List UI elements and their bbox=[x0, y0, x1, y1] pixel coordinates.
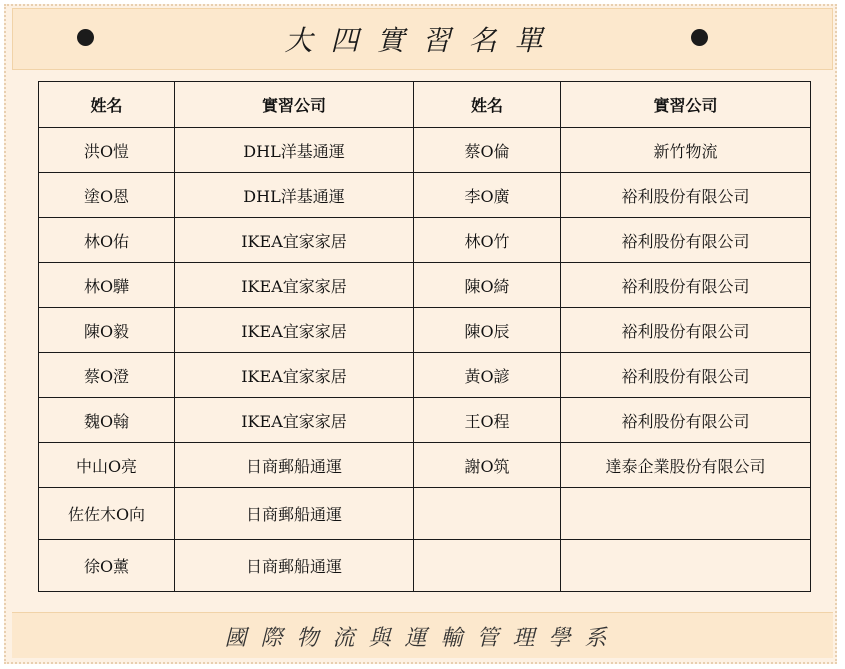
department-name: 國際物流與運輸管理學系 bbox=[224, 626, 621, 651]
table-row bbox=[39, 353, 811, 398]
cell-company: IKEA宜家家居 bbox=[175, 263, 414, 308]
cell-name: 林O佑 bbox=[39, 218, 175, 263]
cell-company: 裕利股份有限公司 bbox=[561, 398, 811, 443]
cell-name: 陳O綺 bbox=[414, 263, 561, 308]
cell-name: 魏O翰 bbox=[39, 398, 175, 443]
header-name-1: 姓名 bbox=[39, 82, 175, 128]
cell-company: 裕利股份有限公司 bbox=[561, 218, 811, 263]
cell-name: 李O廣 bbox=[414, 173, 561, 218]
cell-name: 陳O辰 bbox=[414, 308, 561, 353]
table-row bbox=[39, 218, 811, 263]
cell-name: 塗O恩 bbox=[39, 173, 175, 218]
cell-name: 陳O毅 bbox=[39, 308, 175, 353]
table-row bbox=[39, 263, 811, 308]
table-row bbox=[39, 488, 811, 540]
table-row bbox=[39, 443, 811, 488]
cell-name bbox=[414, 488, 561, 540]
header-company-1: 實習公司 bbox=[175, 82, 414, 128]
cell-company: 日商郵船通運 bbox=[175, 540, 414, 592]
header-name-2: 姓名 bbox=[414, 82, 561, 128]
cell-company: 裕利股份有限公司 bbox=[561, 353, 811, 398]
cell-name: 洪O愷 bbox=[39, 128, 175, 173]
cell-company: IKEA宜家家居 bbox=[175, 353, 414, 398]
bullet-dot-icon bbox=[691, 29, 708, 46]
cell-name: 蔡O倫 bbox=[414, 128, 561, 173]
page-title: 大四實習名單 bbox=[284, 24, 561, 57]
cell-company: 裕利股份有限公司 bbox=[561, 308, 811, 353]
table-row bbox=[39, 308, 811, 353]
cell-company: 裕利股份有限公司 bbox=[561, 263, 811, 308]
cell-name: 佐佐木O向 bbox=[39, 488, 175, 540]
cell-company: 日商郵船通運 bbox=[175, 488, 414, 540]
table-header-row bbox=[39, 82, 811, 128]
cell-company: IKEA宜家家居 bbox=[175, 398, 414, 443]
cell-name: 林O竹 bbox=[414, 218, 561, 263]
header-company-2: 實習公司 bbox=[561, 82, 811, 128]
intern-table bbox=[38, 81, 811, 592]
cell-name: 王O程 bbox=[414, 398, 561, 443]
cell-company: 裕利股份有限公司 bbox=[561, 173, 811, 218]
cell-name: 謝O筑 bbox=[414, 443, 561, 488]
cell-name: 林O驊 bbox=[39, 263, 175, 308]
cell-name: 中山O亮 bbox=[39, 443, 175, 488]
table-row bbox=[39, 128, 811, 173]
table-row bbox=[39, 398, 811, 443]
cell-name: 徐O薰 bbox=[39, 540, 175, 592]
cell-company: DHL洋基通運 bbox=[175, 128, 414, 173]
cell-company: 達泰企業股份有限公司 bbox=[561, 443, 811, 488]
table-row bbox=[39, 173, 811, 218]
cell-company: IKEA宜家家居 bbox=[175, 308, 414, 353]
intern-table-container bbox=[38, 81, 810, 596]
cell-name bbox=[414, 540, 561, 592]
cell-company bbox=[561, 488, 811, 540]
footer-banner bbox=[12, 612, 833, 658]
cell-company bbox=[561, 540, 811, 592]
cell-company: IKEA宜家家居 bbox=[175, 218, 414, 263]
header-banner bbox=[12, 8, 833, 70]
cell-company: 日商郵船通運 bbox=[175, 443, 414, 488]
cell-company: 新竹物流 bbox=[561, 128, 811, 173]
cell-name: 蔡O澄 bbox=[39, 353, 175, 398]
cell-company: DHL洋基通運 bbox=[175, 173, 414, 218]
cell-name: 黃O諺 bbox=[414, 353, 561, 398]
table-row bbox=[39, 540, 811, 592]
